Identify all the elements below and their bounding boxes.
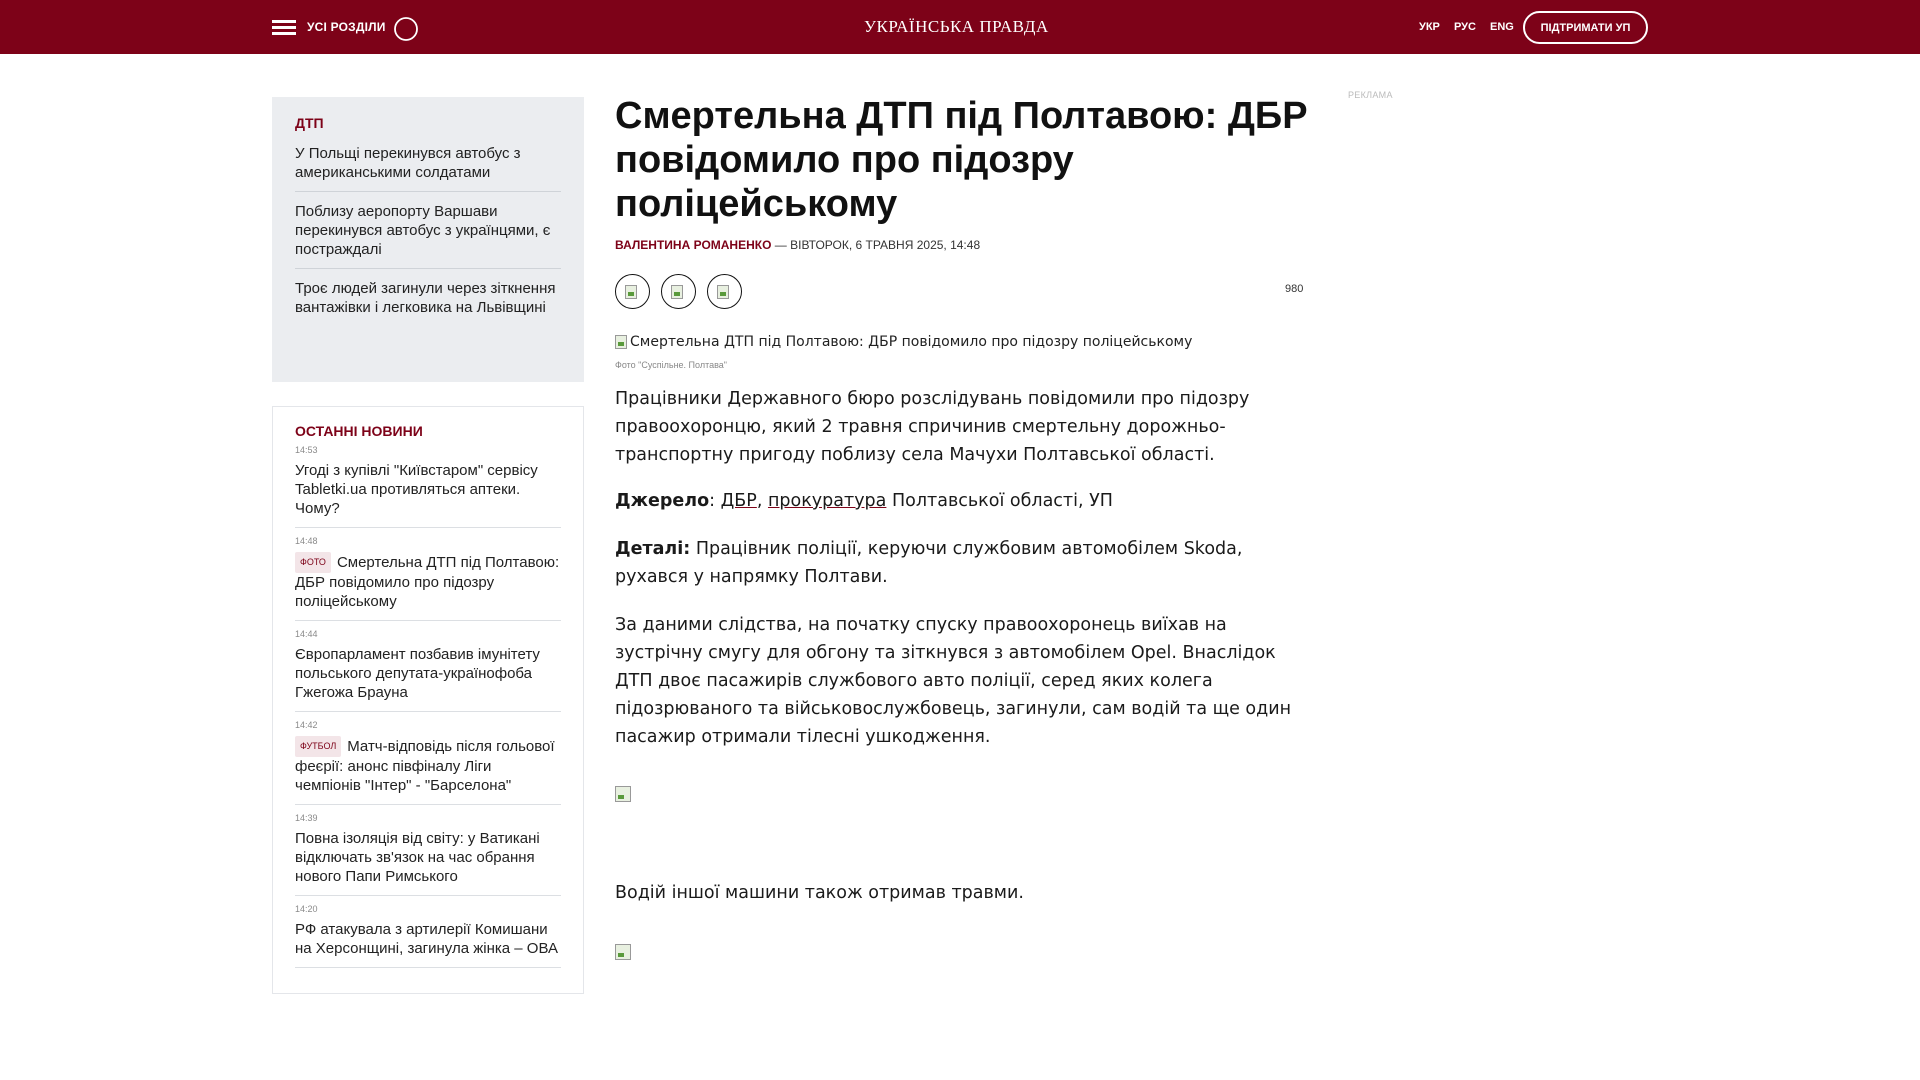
news-item[interactable] (295, 445, 561, 528)
details-text: Працівник поліції, керуючи службовим автомобілем Skoda, рухався у напрямку Полтави. (615, 539, 1243, 587)
news-headline[interactable]: Повна ізоляція від світу: у Ватикані відключать зв'язок на час обрання нового Папи Римського (295, 830, 540, 885)
tag-item[interactable]: Троє людей загинули через зіткнення вантажівки і легковика на Львівщині (295, 280, 556, 316)
news-headline[interactable]: Смертельна ДТП під Полтавою: ДБР повідомило про підозру поліцейському (295, 554, 560, 610)
news-item[interactable] (295, 536, 561, 621)
article-photo (615, 334, 1192, 350)
article-title: Смертельна ДТП під Полтавою: ДБР повідомило про підозру поліцейському (615, 95, 1308, 225)
lang-eng[interactable]: ENG (1490, 21, 1514, 33)
share-twitter-icon[interactable] (661, 274, 696, 309)
menu-icon[interactable] (272, 20, 296, 36)
tag-item[interactable]: Поблизу аеропорту Варшави перекинувся автобус з українцями, є постраждалі (295, 202, 561, 269)
article-paragraph: За даними слідства, на початку спуску правоохоронець виїхав на зустрічну смугу для обгону та зіткнувся з автомобілем Opel. Внаслідок ДТП двоє пасажирів службового авто поліції, серед яких колега підозрюваного та військовослужбовець, загинули, сам водій та ще один пасажир отримали тілесні ушкодження. (615, 615, 1292, 747)
news-time: 14:42 (295, 720, 318, 730)
news-headline[interactable]: Матч-відповідь після гольової феєрії: анонс півфіналу Ліги чемпіонів "Інтер" - "Барселона" (295, 738, 555, 794)
broken-image-icon (615, 944, 631, 960)
source-label: Джерело (615, 491, 710, 511)
ad-label: РЕКЛАМА (1348, 90, 1393, 100)
article-details (615, 535, 1315, 591)
publish-date: — ВІВТОРОК, 6 ТРАВНЯ 2025, 14:48 (774, 238, 981, 252)
all-sections-link[interactable]: УСІ РОЗДІЛИ (307, 20, 386, 34)
broken-image-icon (615, 335, 627, 349)
language-switcher (1419, 21, 1525, 33)
news-item[interactable] (295, 720, 561, 805)
news-item[interactable] (295, 813, 561, 896)
news-time: 14:20 (295, 904, 318, 914)
site-header (0, 0, 1920, 54)
article-paragraph: Водій іншої машини також отримав травми. (615, 883, 1024, 903)
tag-title[interactable]: ДТП (295, 115, 324, 131)
news-headline[interactable]: РФ атакувала з артилерії Комишани на Херсонщині, загинула жінка – ОВА (295, 921, 558, 957)
news-headline[interactable]: Угоді з купівлі "Київстаром" сервісу Tabletki.ua противляться аптеки. Чому? (295, 462, 538, 517)
news-time: 14:53 (295, 445, 318, 455)
support-button[interactable]: ПІДТРИМАТИ УП (1523, 11, 1648, 44)
news-badge: ФОТО (295, 552, 331, 573)
latest-news-box (272, 406, 584, 994)
search-icon[interactable] (393, 16, 419, 42)
photo-alt-text: Смертельна ДТП під Полтавою: ДБР повідомило про підозру поліцейському (630, 334, 1193, 350)
source-link-prosecutor[interactable]: прокуратура (767, 491, 887, 511)
news-badge: ФУТБОЛ (295, 736, 341, 757)
details-label: Деталі: (615, 539, 691, 559)
photo-caption: Фото "Суспільне. Полтава" (615, 360, 727, 370)
author-link[interactable]: ВАЛЕНТИНА РОМАНЕНКО (615, 238, 772, 252)
broken-image-icon (615, 786, 631, 802)
source-rest: Полтавської області, УП (891, 491, 1113, 511)
article-source (615, 487, 1315, 515)
news-item[interactable] (295, 904, 561, 968)
tag-item[interactable]: У Польщі перекинувся автобус з американськими солдатами (295, 144, 561, 192)
lang-ukr[interactable]: УКР (1419, 21, 1440, 33)
share-buttons (615, 274, 742, 309)
share-telegram-icon[interactable] (707, 274, 742, 309)
article-byline (615, 238, 980, 252)
site-logo[interactable]: УКРАЇНСЬКА ПРАВДА (864, 17, 1049, 36)
news-time: 14:39 (295, 813, 318, 823)
news-time: 14:48 (295, 536, 318, 546)
news-headline[interactable]: Європарламент позбавив імунітету польського депутата-українофоба Гжегожа Брауна (295, 646, 540, 701)
share-facebook-icon[interactable] (615, 274, 650, 309)
lang-rus[interactable]: РУС (1453, 21, 1476, 33)
news-time: 14:44 (295, 629, 318, 639)
latest-news-title: ОСТАННІ НОВИНИ (295, 423, 423, 439)
source-colon: : (709, 491, 716, 511)
view-count: 980 (1285, 283, 1304, 295)
article-paragraph: Працівники Державного бюро розслідувань повідомили про підозру правоохоронцю, який 2 травня спричинив смертельну дорожньо-транспортну пригоду поблизу села Мачухи Полтавської області. (615, 389, 1250, 465)
source-comma: , (756, 491, 763, 511)
tag-related-box (272, 97, 584, 382)
source-link-dbr[interactable]: ДБР (720, 491, 757, 511)
news-item[interactable] (295, 629, 561, 712)
